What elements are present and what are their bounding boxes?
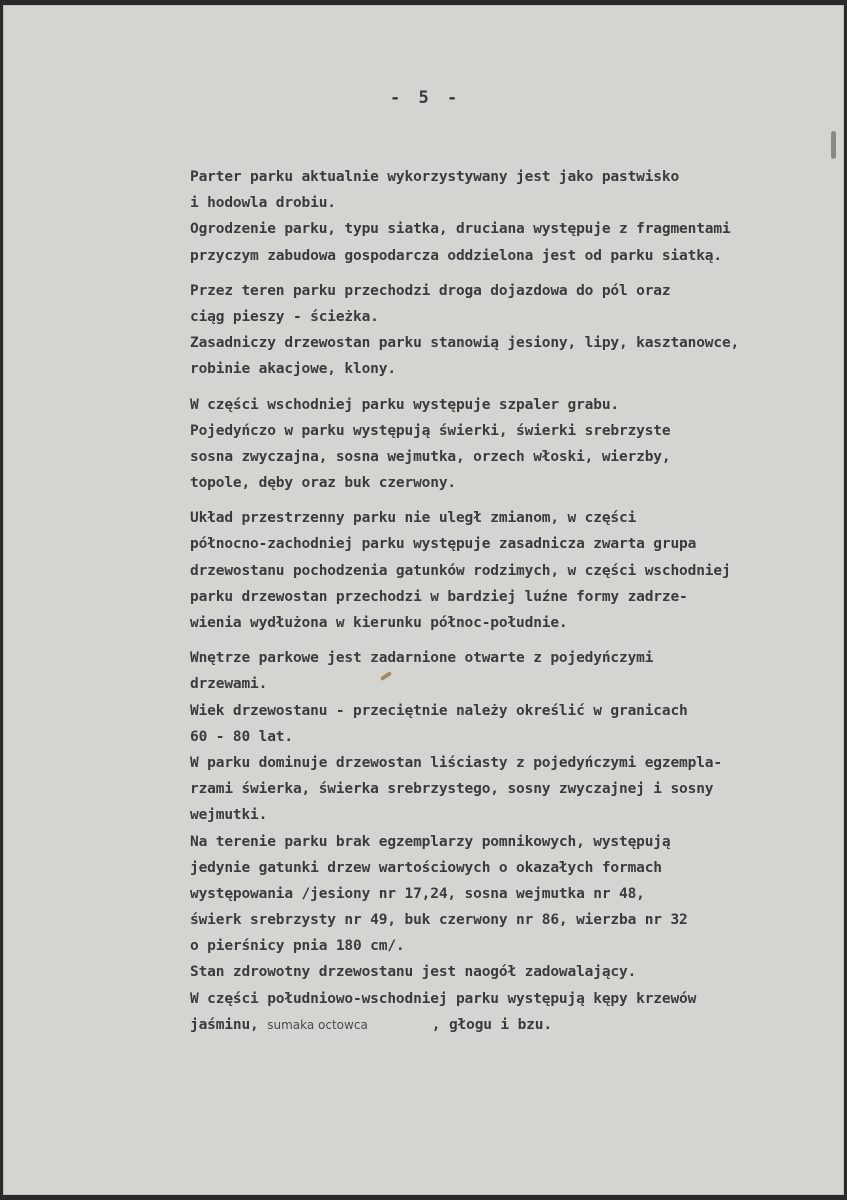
page-number: - 5 -: [390, 88, 462, 108]
text-line: 60 - 80 lat.: [190, 728, 293, 745]
margin-mark: [831, 131, 836, 159]
text-line: Zasadniczy drzewostan parku stanowią jesiony, lipy, kasztanowce,: [190, 335, 740, 352]
text-line: Parter parku aktualnie wykorzystywany jest jako pastwisko: [190, 169, 680, 185]
text-line: jedynie gatunki drzew wartościowych o okazałych formach: [190, 859, 662, 876]
text-line: ciąg pieszy - ścieżka.: [190, 308, 379, 325]
text-fragment: jaśminu,: [190, 1016, 259, 1033]
text-line: i hodowla drobiu.: [190, 195, 336, 212]
text-line: przyczym zabudowa gospodarcza oddzielona jest od parku siatką.: [190, 247, 722, 264]
text-line: północno-zachodniej parku występuje zasadnicza zwarta grupa: [190, 536, 697, 553]
text-line: świerk srebrzysty nr 49, buk czerwony nr 86, wierzba nr 32: [190, 912, 688, 929]
text-line: Na terenie parku brak egzemplarzy pomnikowych, występują: [190, 833, 671, 850]
handwritten-insert: sumaka octowca: [267, 1017, 368, 1032]
text-line: W części wschodniej parku występuje szpaler grabu.: [190, 396, 619, 413]
paragraph: [190, 278, 845, 383]
text-fragment: , głogu i bzu.: [431, 1016, 552, 1033]
text-line: robinie akacjowe, klony.: [190, 361, 396, 378]
text-line: Stan zdrowotny drzewostanu jest naogół zadowalający.: [190, 964, 637, 981]
text-line-last: [190, 1012, 845, 1038]
text-line: wienia wydłużona w kierunku północ-południe.: [190, 615, 568, 631]
text-line: parku drzewostan przechodzi w bardziej luźne formy zadrze-: [190, 588, 688, 605]
paragraph: [190, 505, 845, 636]
text-line: W części południowo-wschodniej parku występują kępy krzewów: [190, 990, 697, 1007]
text-line: Wnętrze parkowe jest zadarnione otwarte z pojedyńczymi: [190, 650, 654, 667]
text-line: Ogrodzenie parku, typu siatka, druciana występuje z fragmentami: [190, 221, 731, 238]
text-line: Układ przestrzenny parku nie uległ zmianom, w części: [190, 510, 637, 527]
paragraph: [190, 164, 845, 269]
text-line: Wiek drzewostanu - przeciętnie należy określić w granicach: [190, 702, 688, 719]
text-line: W parku dominuje drzewostan liściasty z pojedyńczymi egzempla-: [190, 754, 722, 771]
text-line: drzewostanu pochodzenia gatunków rodzimych, w części wschodniej: [190, 562, 731, 579]
text-line: sosna zwyczajna, sosna wejmutka, orzech włoski, wierzby,: [190, 448, 671, 465]
text-line: wejmutki.: [190, 807, 268, 824]
body-text: [190, 164, 845, 1047]
text-line: Pojedyńczo w parku występują świerki, świerki srebrzyste: [190, 422, 671, 439]
text-line: topole, dęby oraz buk czerwony.: [190, 475, 456, 492]
paragraph: [190, 645, 845, 1038]
text-line: Przez teren parku przechodzi droga dojazdowa do pól oraz: [190, 282, 671, 299]
text-line: występowania /jesiony nr 17,24, sosna wejmutka nr 48,: [190, 885, 645, 902]
document-page: [3, 5, 844, 1195]
paragraph: [190, 392, 845, 497]
text-line: o pierśnicy pnia 180 cm/.: [190, 938, 405, 955]
text-line: drzewami.: [190, 676, 268, 693]
text-line: rzami świerka, świerka srebrzystego, sosny zwyczajnej i sosny: [190, 781, 714, 798]
